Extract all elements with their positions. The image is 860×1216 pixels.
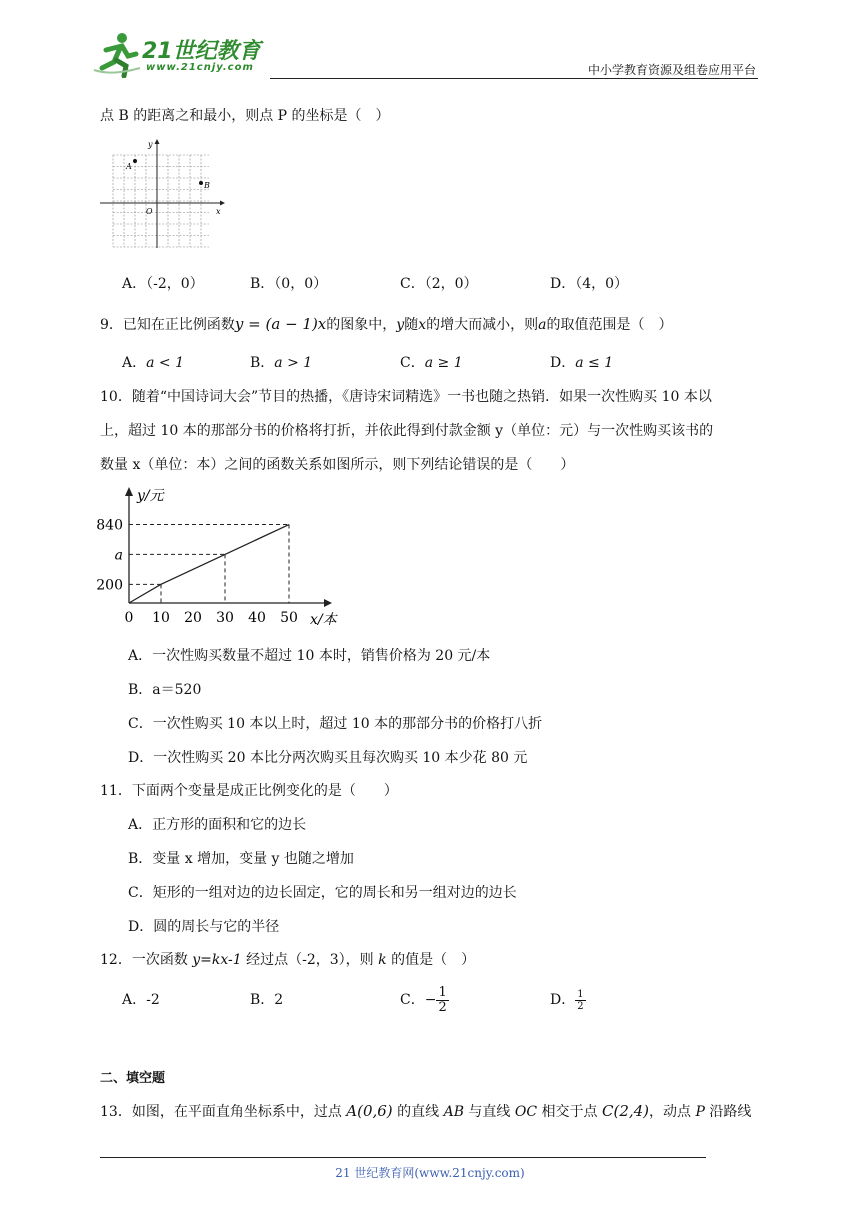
footer-text: 21 世纪教育网(www.21cnjy.com) bbox=[335, 1166, 525, 1180]
q10-chart bbox=[96, 484, 356, 632]
q9-option-a[interactable]: A．a < 1 bbox=[122, 355, 185, 371]
q12-d-fraction: $\frac{1}{2}$ bbox=[577, 988, 584, 1012]
logo bbox=[92, 30, 262, 78]
section-title-fill-blank: 二、填空题 bbox=[100, 1071, 166, 1086]
q10-option-a[interactable]: A．一次性购买数量不超过 10 本时，销售价格为 20 元/本 bbox=[128, 648, 491, 664]
header-right-title: 中小学教育资源及组卷应用平台 bbox=[587, 63, 756, 77]
footer-rule bbox=[100, 1157, 706, 1158]
x-axis-label: x/本 bbox=[310, 612, 337, 628]
q8-option-a[interactable]: A．（-2，0） bbox=[122, 276, 204, 292]
q8-x-label: x bbox=[216, 207, 221, 216]
q10-option-d[interactable]: D．一次性购买 20 本比分两次购买且每次购买 10 本少花 80 元 bbox=[128, 750, 528, 766]
q13-stem: 13．如图，在平面直角坐标系中，过点 A(0,6) 的直线 AB 与直线 OC 相交于点 C(2,4)，动点 P 沿路线 bbox=[100, 1102, 752, 1120]
y-tick-label-a: a bbox=[114, 547, 123, 564]
q8-a-label: A bbox=[126, 162, 132, 171]
q8-b-label: B bbox=[204, 181, 210, 190]
q9-stem: 9．已知在正比例函数y = (a − 1)x的图象中，y随x的增大而减小，则a的取值范围是（ ） bbox=[100, 315, 673, 333]
q12-option-c[interactable]: C．− $\frac{1}{2}$ bbox=[400, 984, 447, 1015]
x-axis-arrow bbox=[324, 599, 332, 607]
q8-y-label: y bbox=[148, 140, 153, 149]
q10-stem-line2: 上，超过 10 本的那部分书的价格将打折，并依此得到付款金额 y（单位：元）与一次性购买该书的 bbox=[100, 423, 714, 439]
q12-formula: y=kx-1 bbox=[192, 952, 242, 968]
series-line bbox=[129, 525, 289, 603]
y-axis-arrow bbox=[125, 487, 133, 496]
q10-stem-line3: 数量 x（单位：本）之间的函数关系如图所示，则下列结论错误的是（ ） bbox=[100, 457, 575, 473]
q8-grid-figure bbox=[98, 136, 228, 251]
q9-option-c[interactable]: C．a ≥ 1 bbox=[400, 355, 463, 371]
q8-stem-tail: 点 B 的距离之和最小，则点 P 的坐标是（ ） bbox=[100, 108, 390, 124]
q11-option-b[interactable]: B．变量 x 增加，变量 y 也随之增加 bbox=[128, 851, 354, 867]
q12-c-fraction: $\frac{1}{2}$ bbox=[438, 984, 447, 1015]
q8-option-c[interactable]: C．（2，0） bbox=[400, 276, 478, 292]
q12-option-b[interactable]: B．2 bbox=[250, 992, 284, 1008]
q9-formula: y = (a − 1)x bbox=[234, 315, 327, 333]
x-tick-label-40: 40 bbox=[248, 610, 266, 626]
q10-option-b[interactable]: B．a＝520 bbox=[128, 682, 202, 698]
q12-stem: 12．一次函数 y=kx-1 经过点（-2，3），则 k 的值是（ ） bbox=[100, 952, 476, 968]
point-b bbox=[199, 181, 203, 185]
q9-option-b[interactable]: B．a > 1 bbox=[250, 355, 313, 371]
q8-option-b[interactable]: B．（0，0） bbox=[250, 276, 328, 292]
y-tick-label-840: 840 bbox=[96, 517, 123, 534]
q11-option-c[interactable]: C．矩形的一组对边的边长固定，它的周长和另一组对边的边长 bbox=[128, 885, 517, 901]
q8-figure bbox=[98, 136, 228, 251]
y-axis-label: y/元 bbox=[137, 488, 164, 504]
y-tick-label-200: 200 bbox=[96, 577, 123, 594]
header-rule bbox=[270, 78, 758, 79]
q9-option-d[interactable]: D．a ≤ 1 bbox=[550, 355, 614, 371]
q8-option-d[interactable]: D．（4，0） bbox=[550, 276, 629, 292]
q10-option-c[interactable]: C．一次性购买 10 本以上时，超过 10 本的那部分书的价格打八折 bbox=[128, 716, 543, 732]
q11-option-a[interactable]: A．正方形的面积和它的边长 bbox=[128, 817, 307, 833]
q8-origin-label: O bbox=[146, 207, 153, 216]
q12-option-a[interactable]: A．-2 bbox=[122, 992, 160, 1008]
point-a bbox=[133, 159, 137, 163]
q10-chart-svg bbox=[96, 484, 356, 632]
q11-option-d[interactable]: D．圆的周长与它的半径 bbox=[128, 919, 280, 935]
runner-logo-icon bbox=[92, 30, 142, 78]
logo-url: www.21cnjy.com bbox=[146, 62, 254, 73]
q12-option-d[interactable]: D． $\frac{1}{2}$ bbox=[550, 988, 584, 1012]
x-tick-label-50: 50 bbox=[280, 610, 298, 626]
x-tick-label-20: 20 bbox=[184, 610, 202, 626]
x-tick-label-0: 0 bbox=[124, 610, 134, 626]
q11-stem: 11．下面两个变量是成正比例变化的是（ ） bbox=[100, 783, 398, 799]
x-tick-label-10: 10 bbox=[152, 610, 170, 626]
q10-stem-line1: 10．随着“中国诗词大会”节目的热播，《唐诗宋词精选》一书也随之热销．如果一次性购买 10 本以 bbox=[100, 389, 712, 405]
logo-title: 21世纪教育 bbox=[142, 39, 261, 64]
x-tick-label-30: 30 bbox=[216, 610, 234, 626]
